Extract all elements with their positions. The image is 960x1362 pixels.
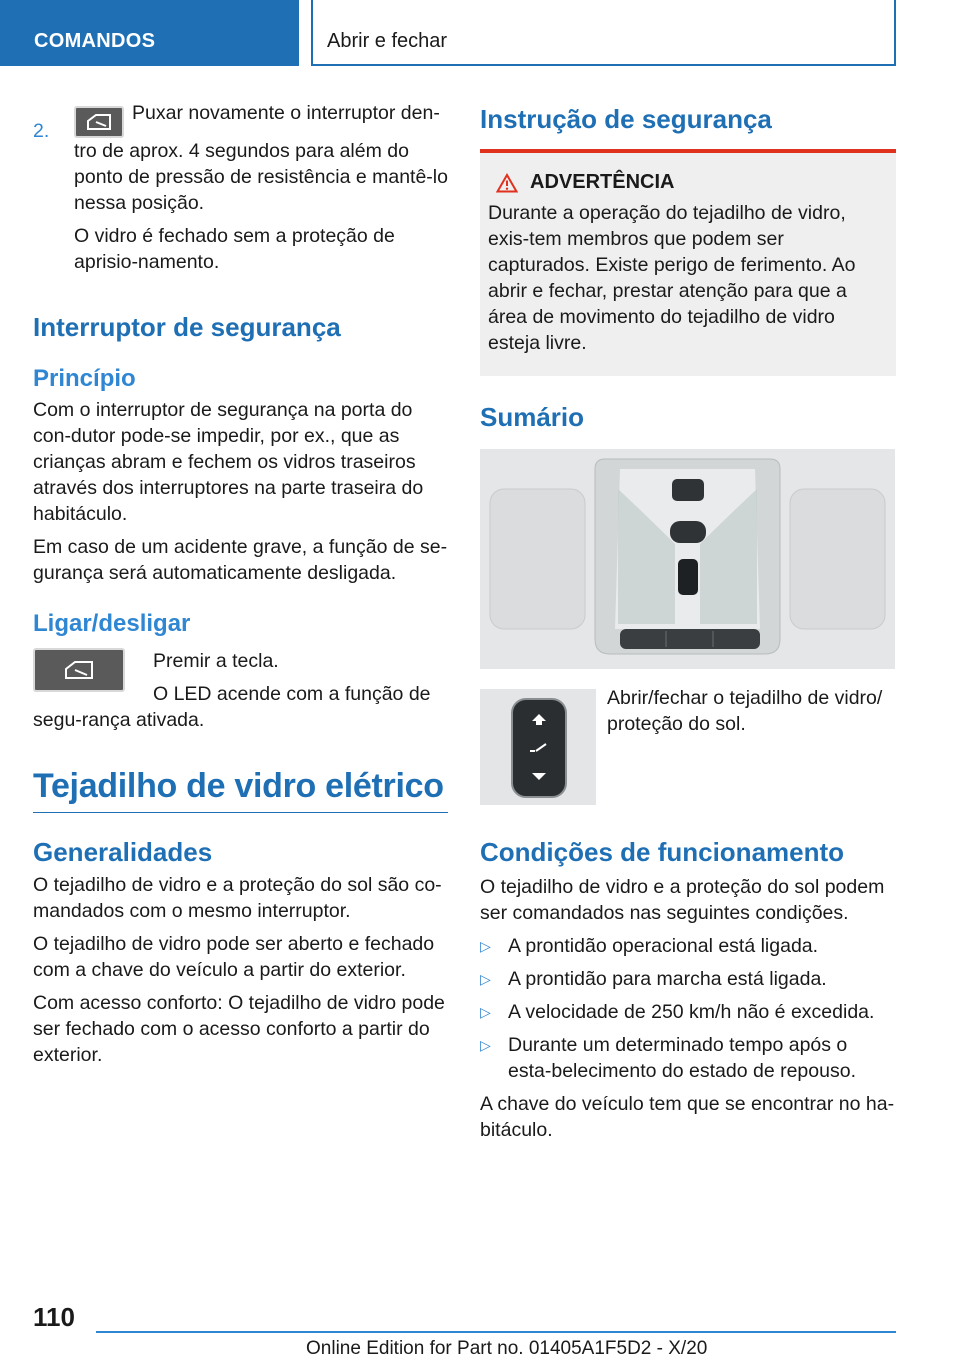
list-item: ▷ A velocidade de 250 km/h não é excedida. xyxy=(480,1001,875,1023)
step-number: 2. xyxy=(33,120,50,142)
window-safety-switch-icon xyxy=(33,648,125,692)
left-column xyxy=(33,100,448,1075)
warning-title: ADVERTÊNCIA xyxy=(530,171,675,193)
section-title: COMANDOS xyxy=(34,30,156,52)
chapter-tab xyxy=(311,0,896,66)
sunroof-heading: Tejadilho de vidro elétrico xyxy=(33,767,448,813)
warning-triangle-icon xyxy=(496,173,518,193)
switch-row xyxy=(480,689,896,805)
footer-divider xyxy=(96,1331,896,1333)
step-2 xyxy=(33,100,448,282)
chapter-title: Abrir e fechar xyxy=(327,30,448,52)
principle-heading: Princípio xyxy=(33,365,136,392)
section-tab xyxy=(0,0,299,66)
overhead-console-image xyxy=(480,449,895,669)
onoff-paragraph-1: Premir a tecla. xyxy=(153,650,279,672)
bullet-triangle-icon: ▷ xyxy=(480,1004,491,1020)
onoff-block xyxy=(33,648,448,733)
bullet-triangle-icon: ▷ xyxy=(480,1037,491,1053)
conditions-intro: O tejadilho de vidro e a proteção do sol podem ser comandados nas seguintes condições. xyxy=(480,876,885,924)
window-safety-switch-icon xyxy=(74,106,124,138)
summary-heading: Sumário xyxy=(480,402,585,432)
general-paragraph-1: O tejadilho de vidro e a proteção do sol são co-mandados com o mesmo interruptor. xyxy=(33,874,442,922)
list-item: ▷ A prontidão operacional está ligada. xyxy=(480,935,819,957)
warning-box xyxy=(480,149,896,376)
step-2-result: O vidro é fechado sem a proteção de aprisio-namento. xyxy=(74,225,395,273)
sunroof-switch-image xyxy=(480,689,596,805)
step-2-text: Puxar novamente o interruptor den-tro de aprox. 4 segundos para além do ponto de pressão de resistência e mantê-lo nessa posição. xyxy=(74,102,448,214)
right-column xyxy=(480,100,896,1150)
general-paragraph-3: Com acesso conforto: O tejadilho de vidro pode ser fechado com o acesso conforto a partir do exterior. xyxy=(33,992,445,1066)
list-item: ▷ Durante um determinado tempo após o esta-belecimento do estado de repouso. xyxy=(480,1034,856,1082)
warning-title-row xyxy=(496,171,888,194)
general-paragraph-2: O tejadilho de vidro pode ser aberto e fechado com a chave do veículo a partir do exterior. xyxy=(33,933,435,981)
principle-paragraph-1: Com o interruptor de segurança na porta do con-dutor pode-se impedir, por ex., que as crianças abram e fechem os vidros traseiros através dos interruptores na parte traseira do habitáculo. xyxy=(33,399,424,525)
general-heading: Generalidades xyxy=(33,837,213,867)
principle-paragraph-2: Em caso de um acidente grave, a função de se-gurança será automaticamente desligada. xyxy=(33,536,448,584)
edition-text: Online Edition for Part no. 01405A1F5D2 - X/20 xyxy=(306,1338,708,1359)
warning-text: Durante a operação do tejadilho de vidro, exis-tem membros que podem ser capturados. Existe perigo de ferimento. Ao abrir e fechar, prestar atenção para que a área de movimento do tejadilho de vidro esteja livre. xyxy=(488,202,856,354)
page-number: 110 xyxy=(33,1302,75,1332)
conditions-heading: Condições de funcionamento xyxy=(480,837,845,867)
onoff-paragraph-2: O LED acende com a função de segu-rança ativada. xyxy=(33,683,431,731)
safety-instruction-heading: Instrução de segurança xyxy=(480,104,772,134)
onoff-heading: Ligar/desligar xyxy=(33,610,191,637)
safety-switch-heading: Interruptor de segurança xyxy=(33,312,341,342)
bullet-triangle-icon: ▷ xyxy=(480,938,491,954)
switch-caption: Abrir/fechar o tejadilho de vidro/ proteção do sol. xyxy=(607,687,883,735)
key-note: A chave do veículo tem que se encontrar no ha-bitáculo. xyxy=(480,1093,895,1141)
bullet-triangle-icon: ▷ xyxy=(480,971,491,987)
list-item: ▷ A prontidão para marcha está ligada. xyxy=(480,968,827,990)
